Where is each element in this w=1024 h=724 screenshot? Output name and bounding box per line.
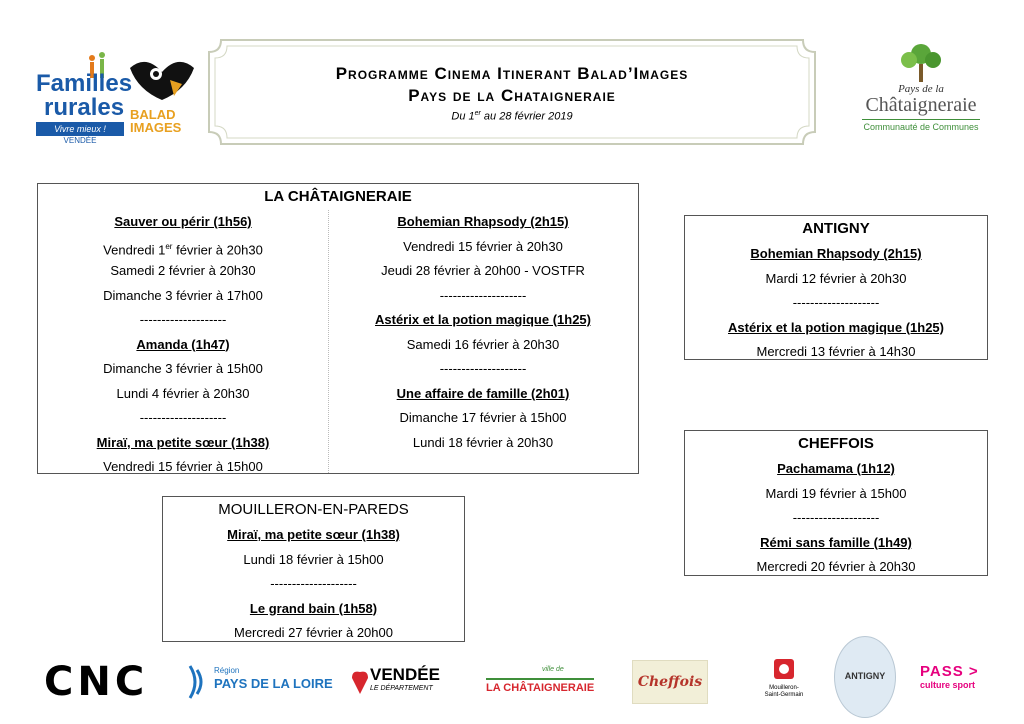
antigny-logo [834, 636, 896, 718]
region-small: Région [214, 666, 240, 675]
showtime: Vendredi 15 février à 20h30 [403, 238, 563, 254]
venue-chataigneraie [37, 183, 639, 474]
title-frame [207, 38, 817, 146]
bi-word-1: BALAD [130, 107, 176, 122]
vendee-heart-icon [352, 668, 368, 694]
showtime: Lundi 4 février à 20h30 [116, 385, 250, 401]
tree-icon [891, 40, 951, 82]
showtime: Mardi 19 février à 15h00 [765, 485, 907, 501]
showtime: Lundi 18 février à 20h30 [412, 434, 554, 450]
vendee-name: VENDÉE [370, 665, 440, 684]
cheffois-name: Cheffois [637, 674, 703, 690]
showtime: Dimanche 3 février à 17h00 [103, 287, 263, 303]
title-line-1: Programme Cinema Itinerant Balad’Images [335, 64, 689, 83]
venue-title: MOUILLERON-EN-PAREDS [218, 501, 409, 518]
cnc-logo [44, 659, 170, 705]
film-title: Rémi sans famille (1h49) [760, 534, 912, 550]
mouilleron-column [163, 523, 464, 646]
cnc-text: CNC [44, 659, 149, 705]
showtime: Samedi 16 février à 20h30 [406, 336, 560, 352]
film-title: Astérix et la potion magique (1h25) [728, 319, 944, 335]
fr-word-1: Familles [36, 70, 133, 97]
separator: -------------------- [439, 287, 527, 303]
separator: -------------------- [792, 295, 880, 310]
pass-line2: culture sport [920, 680, 976, 690]
showtime: Jeudi 28 février à 20h00 - VOSTFR [381, 263, 585, 278]
separator: -------------------- [439, 361, 527, 376]
venue-antigny [684, 215, 988, 360]
pc-line3: Communauté de Communes [862, 119, 980, 132]
venue-cheffois [684, 430, 988, 576]
balad-images-logo [126, 50, 198, 145]
film-title: Bohemian Rhapsody (2h15) [750, 246, 922, 261]
pays-chataigneraie-logo [856, 40, 986, 136]
pass-line1: PASS > [920, 663, 979, 680]
showtime: Lundi 18 février à 15h00 [243, 551, 384, 567]
showtime: Dimanche 3 février à 15h00 [103, 361, 263, 376]
owl-icon [126, 50, 198, 110]
showtime: Vendredi 15 février à 15h00 [103, 459, 263, 474]
separator: -------------------- [792, 510, 880, 525]
ville-prefix: ville de [542, 666, 564, 673]
showtime: Dimanche 17 février à 15h00 [399, 410, 567, 425]
fr-region: VENDÉE [63, 136, 97, 145]
showtime: Mercredi 20 février à 20h30 [756, 559, 916, 574]
film-title: Miraï, ma petite sœur (1h38) [96, 434, 270, 450]
film-title: Une affaire de famille (2h01) [396, 385, 570, 401]
separator: -------------------- [270, 576, 357, 591]
film-title: Amanda (1h47) [136, 336, 230, 352]
mouilleron-line1: Mouilleron- [769, 685, 799, 691]
cheffois-column [685, 457, 987, 580]
antigny-column [685, 242, 987, 365]
mouilleron-logo [752, 658, 816, 706]
venue-title: CHEFFOIS [798, 435, 874, 452]
mouilleron-emblem-icon [773, 658, 795, 680]
chataigneraie-right-column [328, 210, 638, 455]
vendee-sub: LE DÉPARTEMENT [370, 685, 433, 692]
region-arc-icon [186, 662, 210, 702]
fr-tagline: Vivre mieux ! [36, 122, 124, 136]
title-line-2: Pays de la Chataigneraie [408, 86, 616, 105]
bi-word-2: IMAGES [130, 120, 182, 135]
separator: -------------------- [139, 312, 227, 327]
pass-culture-sport-logo [920, 664, 1000, 700]
pays-de-la-loire-logo [186, 662, 333, 702]
showtime: Mardi 12 février à 20h30 [765, 270, 907, 286]
familles-rurales-logo [34, 52, 133, 145]
film-title: Pachamama (1h12) [777, 461, 895, 476]
cheffois-logo [632, 660, 708, 704]
venue-title: LA CHÂTAIGNERAIE [264, 188, 412, 205]
showtime: Samedi 2 février à 20h30 [110, 263, 256, 278]
film-title: Sauver ou périr (1h56) [114, 214, 252, 229]
region-name: PAYS DE LA LOIRE [214, 676, 333, 691]
film-title: Bohemian Rhapsody (2h15) [397, 214, 569, 229]
film-title: Miraï, ma petite sœur (1h38) [227, 527, 400, 542]
film-title: Astérix et la potion magique (1h25) [375, 312, 591, 327]
date-range: Du 1er au 28 février 2019 [451, 110, 573, 123]
ville-chataigneraie-logo [486, 666, 595, 700]
showtime: Mercredi 27 février à 20h00 [234, 625, 393, 640]
pc-line1: Pays de la [898, 83, 944, 95]
mouilleron-line2: Saint-Germain [764, 692, 804, 698]
venue-mouilleron [162, 496, 465, 642]
showtime: Vendredi 1er février à 20h30 [103, 241, 263, 257]
vendee-logo [352, 664, 452, 700]
chataigneraie-left-column [38, 210, 328, 480]
venue-title: ANTIGNY [802, 220, 870, 237]
showtime: Mercredi 13 février à 14h30 [756, 344, 916, 359]
separator: -------------------- [139, 410, 227, 425]
ville-name: LA CHÂTAIGNERAIE [486, 678, 594, 694]
fr-word-2: rurales [44, 94, 125, 121]
film-title: Le grand bain (1h58) [249, 600, 378, 616]
pc-line2: Châtaigneraie [865, 94, 977, 116]
antigny-name: ANTIGNY [844, 671, 886, 681]
